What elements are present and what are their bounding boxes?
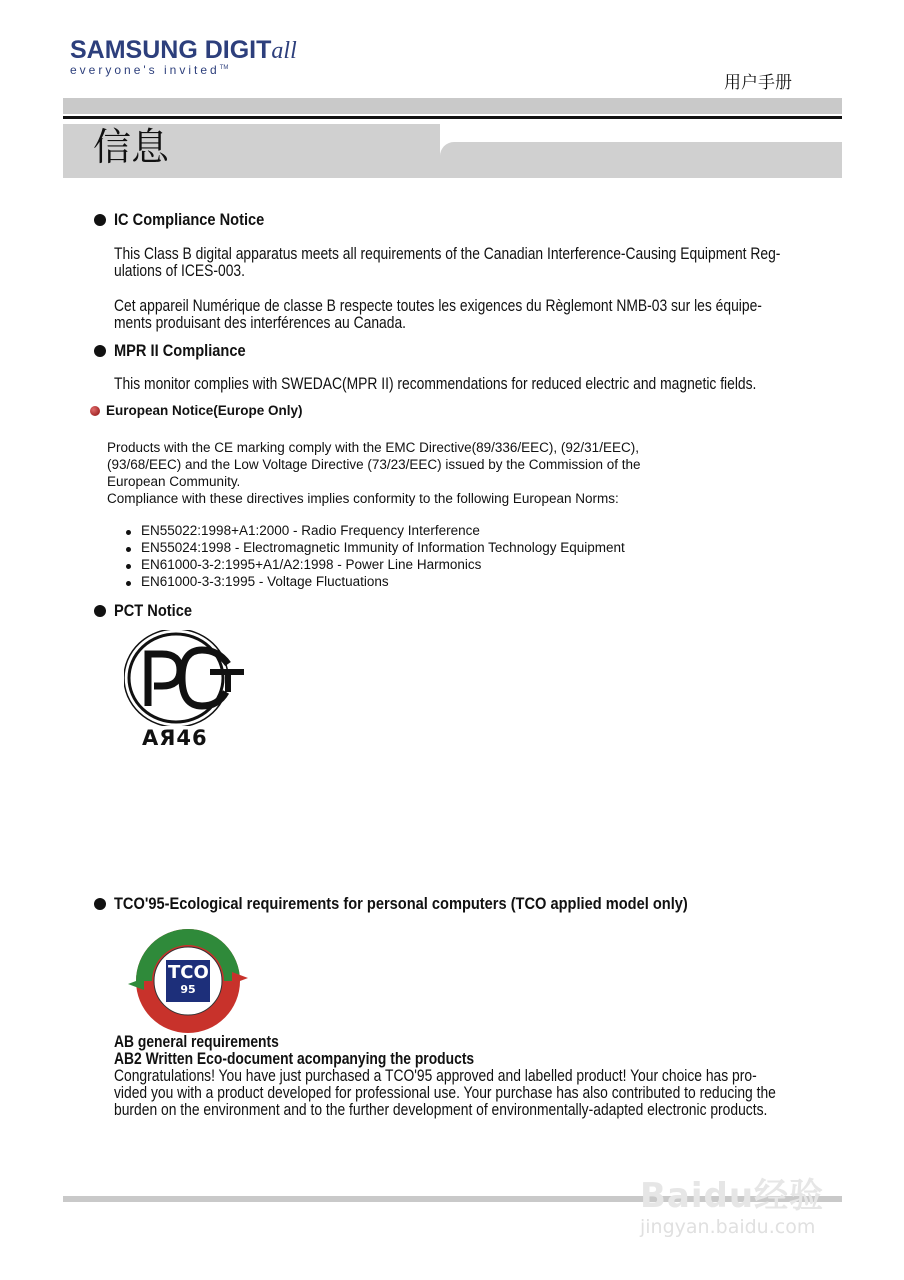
pct-mark [124,630,248,750]
red-bullet-icon [90,406,100,416]
list-item: EN61000-3-2:1995+A1/A2:1998 - Power Line Harmonics [124,556,625,573]
pct-heading: PCT Notice [114,601,192,620]
header-bar [63,98,842,114]
header-divider [63,116,842,119]
tco-heading: TCO'95-Ecological requirements for personal computers (TCO applied model only) [114,894,688,913]
bullet-icon [94,345,106,357]
list-item: EN61000-3-3:1995 - Voltage Fluctuations [124,573,625,590]
list-item: EN55024:1998 - Electromagnetic Immunity of Information Technology Equipment [124,539,625,556]
tco-sub2: AB2 Written Eco-document acompanying the products [114,1050,475,1068]
european-text: Products with the CE marking comply with the EMC Directive(89/336/EEC), (92/31/EEC), (93/68/EEC) and the Low Voltage Directive (73/23/EEC) issued by the Commission of the European Community. Compliance with these directives implies conformity to the following European Norms: [107,440,641,506]
ic-heading: IC Compliance Notice [114,210,265,229]
tco-logo [126,926,250,1041]
manual-title: 用户手册 [724,73,792,92]
tco-logo-text: TCO 95 [168,962,209,996]
watermark-url: jingyan.baidu.com [640,1216,816,1238]
bullet-icon [94,214,106,226]
pct-logo-icon [124,630,248,726]
ic-paragraph-2: Cet appareil Numérique de classe B respecte toutes les exigences du Règlemont NMB-03 sur les équipe- ments produisant des interférences au Canada. [114,297,762,332]
title-tab [440,124,842,178]
logo-tagline: everyone's invited™ [70,63,229,77]
tco-body: AB general requirements AB2 Written Eco-document acompanying the products Congratulations! You have just purchased a TCO'95 approved and labelled product! Your choice has pro- vided you with a product developed for professional use. Your purchase has also contributed to reducing the burden on the environment and to the further development of environmentally-adapted electronic products. [114,1034,811,1119]
logo-brand: SAMSUNG DIGITall [70,36,297,64]
bullet-icon [94,898,106,910]
european-heading: European Notice(Europe Only) [106,403,303,418]
norms-list [124,522,625,590]
watermark: Baidu经验 [640,1176,825,1216]
mpr-text: This monitor complies with SWEDAC(MPR II) recommendations for reduced electric and magnetic fields. [114,375,757,393]
ic-paragraph-1: This Class B digital apparatus meets all requirements of the Canadian Interference-Causing Equipment Reg- ulations of ICES-003. [114,245,781,280]
samsung-logo [70,36,297,77]
tco-sub1: AB general requirements [114,1033,279,1051]
bullet-icon [94,605,106,617]
pct-code: AЯ46 [142,726,208,750]
list-item: EN55022:1998+A1:2000 - Radio Frequency Interference [124,522,625,539]
page-title: 信息 [93,125,170,169]
mpr-heading: MPR II Compliance [114,341,246,360]
